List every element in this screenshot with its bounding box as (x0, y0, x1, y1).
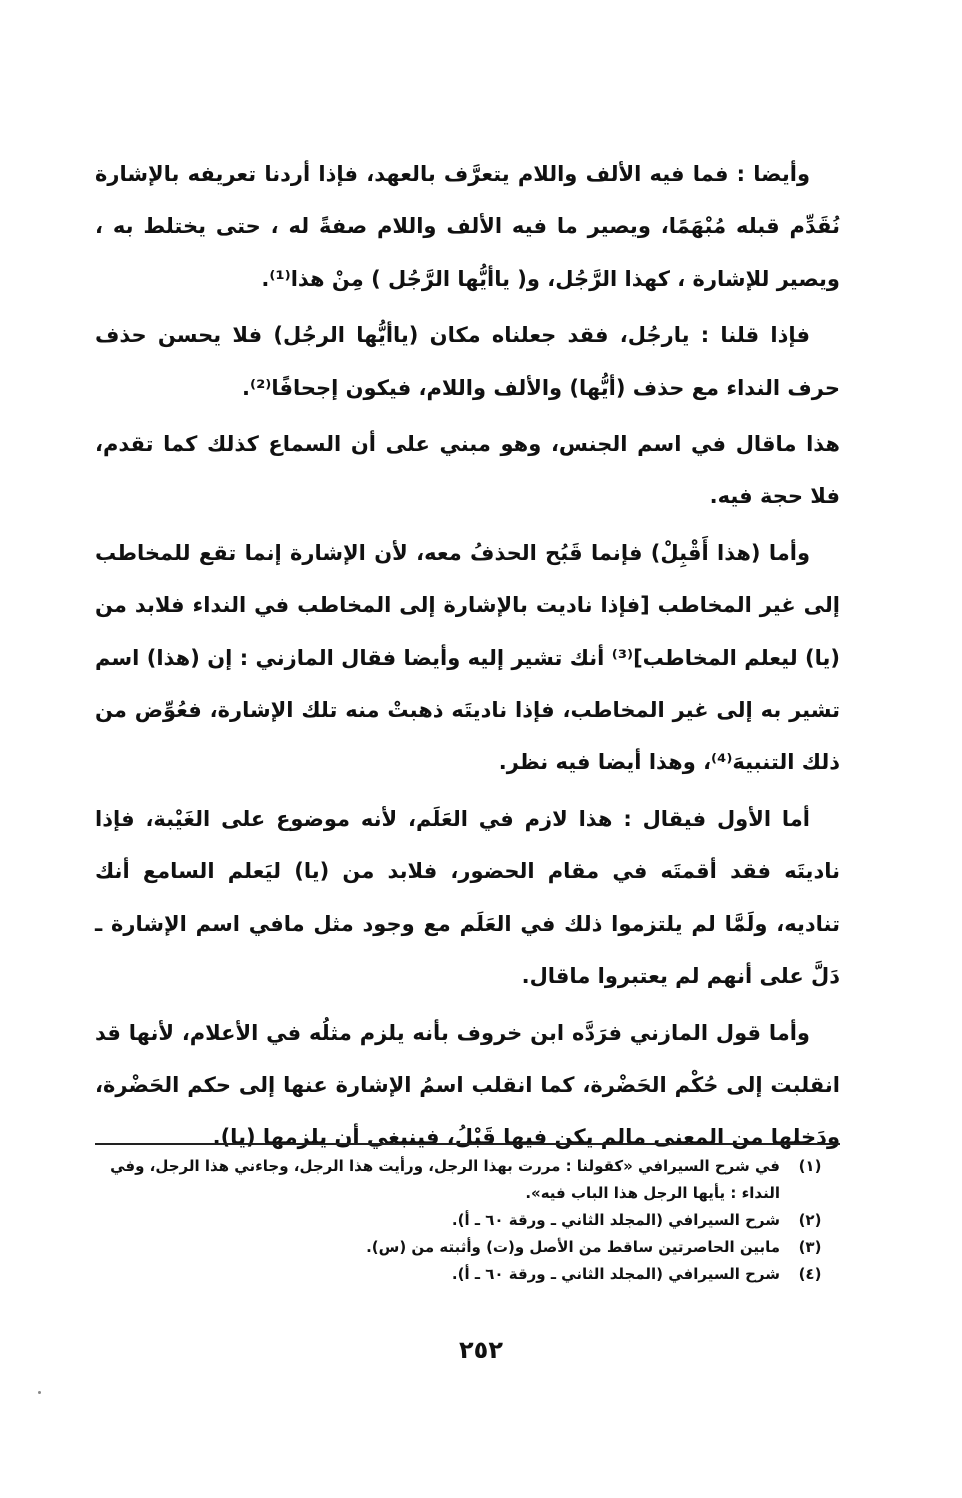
page-number: ٢٥٢ (459, 1336, 503, 1364)
paragraph-3: هذا ماقال في اسم الجنس، وهو مبني على أن السماع كذلك كما تقدم، فلا حجة فيه. (95, 432, 840, 509)
paragraph-6: وأما قول المازني فرَدَّه ابن خروف بأنه يلزم مثلُه في الأعلام، لأنها قد انقلبت إلى حُكْم الحَضْرة، كما انقلب اسمُ الإشارة عنها إلى حكم الحَضْرة، ودَخلها من المعنى مالم يكن فيها قَبْلُ، فينبغي أن يلزمها (يا). (95, 1020, 840, 1150)
main-text-body (95, 148, 840, 1164)
footnote-number: (٣) (798, 1238, 822, 1256)
paragraph-4: وأما (هذا أَقْبِلْ) فإنما قَبُح الحذفُ معه، لأن الإشارة إنما تقع للمخاطب إلى غير المخاطب [فإذا ناديت بالإشارة إلى المخاطب في النداء فلابد من (يا) ليعلم المخاطب]⁽³⁾ أنك تشير إليه وأيضا فقال المازني : إن (هذا) اسم تشير به إلى غير المخاطب، فإذا ناديتَه ذهبتْ منه تلك الإشارة، فعُوِّض من ذلك التنبيهَ⁽⁴⁾، وهذا أيضا فيه نظر. (95, 540, 840, 775)
footnote-text: في شرح السيرافي «كقولنا : مررت بهذا الرجل، ورأيت هذا الرجل، وجاءني هذا الرجل، وفي النداء : يأيها الرجل هذا الباب فيه». (110, 1157, 780, 1202)
footnote-item (95, 1261, 840, 1288)
footnote-item (95, 1153, 840, 1207)
footnote-text: شرح السيرافي (المجلد الثاني ـ ورقة ٦٠ ـ أ). (451, 1211, 780, 1229)
paragraph-5: أما الأول فيقال : هذا لازم في العَلَم، لأنه موضوع على الغَيْبة، فإذا ناديتَه فقد أقمتَه في مقام الحضور، فلابد من (يا) ليَعلم السامع أنك تناديه، ولَمَّا لم يلتزموا ذلك في العَلَم مع وجود مثل مافي اسم الإشارة ـ دَلَّ على أنهم لم يعتبروا ماقال. (95, 806, 840, 989)
paragraph-1: وأيضا : فما فيه الألف واللام يتعرَّف بالعهد، فإذا أردنا تعريفه بالإشارة نُقَدِّم قبله مُبْهَمًا، ويصير ما فيه الألف واللام صفةً له ، حتى يختلط به ، ويصير للإشارة ، كهذا الرَّجُل، و( ياأيُّها الرَّجُل ) مِنْ هذا⁽¹⁾. (95, 162, 840, 291)
footnote-text: مابين الحاصرتين ساقط من الأصل و(ت) وأثبته من (س). (366, 1238, 780, 1256)
footnote-item (95, 1234, 840, 1261)
scan-speck (38, 1391, 41, 1394)
footnotes (95, 1153, 840, 1288)
footnote-separator (95, 1143, 840, 1145)
footnote-item (95, 1207, 840, 1234)
paragraph-2: فإذا قلنا : يارجُل، فقد جعلناه مكان (ياأيُّها الرجُل) فلا يحسن حذف حرف النداء مع حذف (أيُّها) والألف واللام، فيكون إجحافًا⁽²⁾. (95, 323, 840, 400)
footnote-number: (١) (798, 1157, 822, 1175)
footnote-number: (٢) (798, 1211, 822, 1229)
footnote-text: شرح السيرافي (المجلد الثاني ـ ورقة ٦٠ ـ أ). (451, 1265, 780, 1283)
footnote-number: (٤) (798, 1265, 822, 1283)
